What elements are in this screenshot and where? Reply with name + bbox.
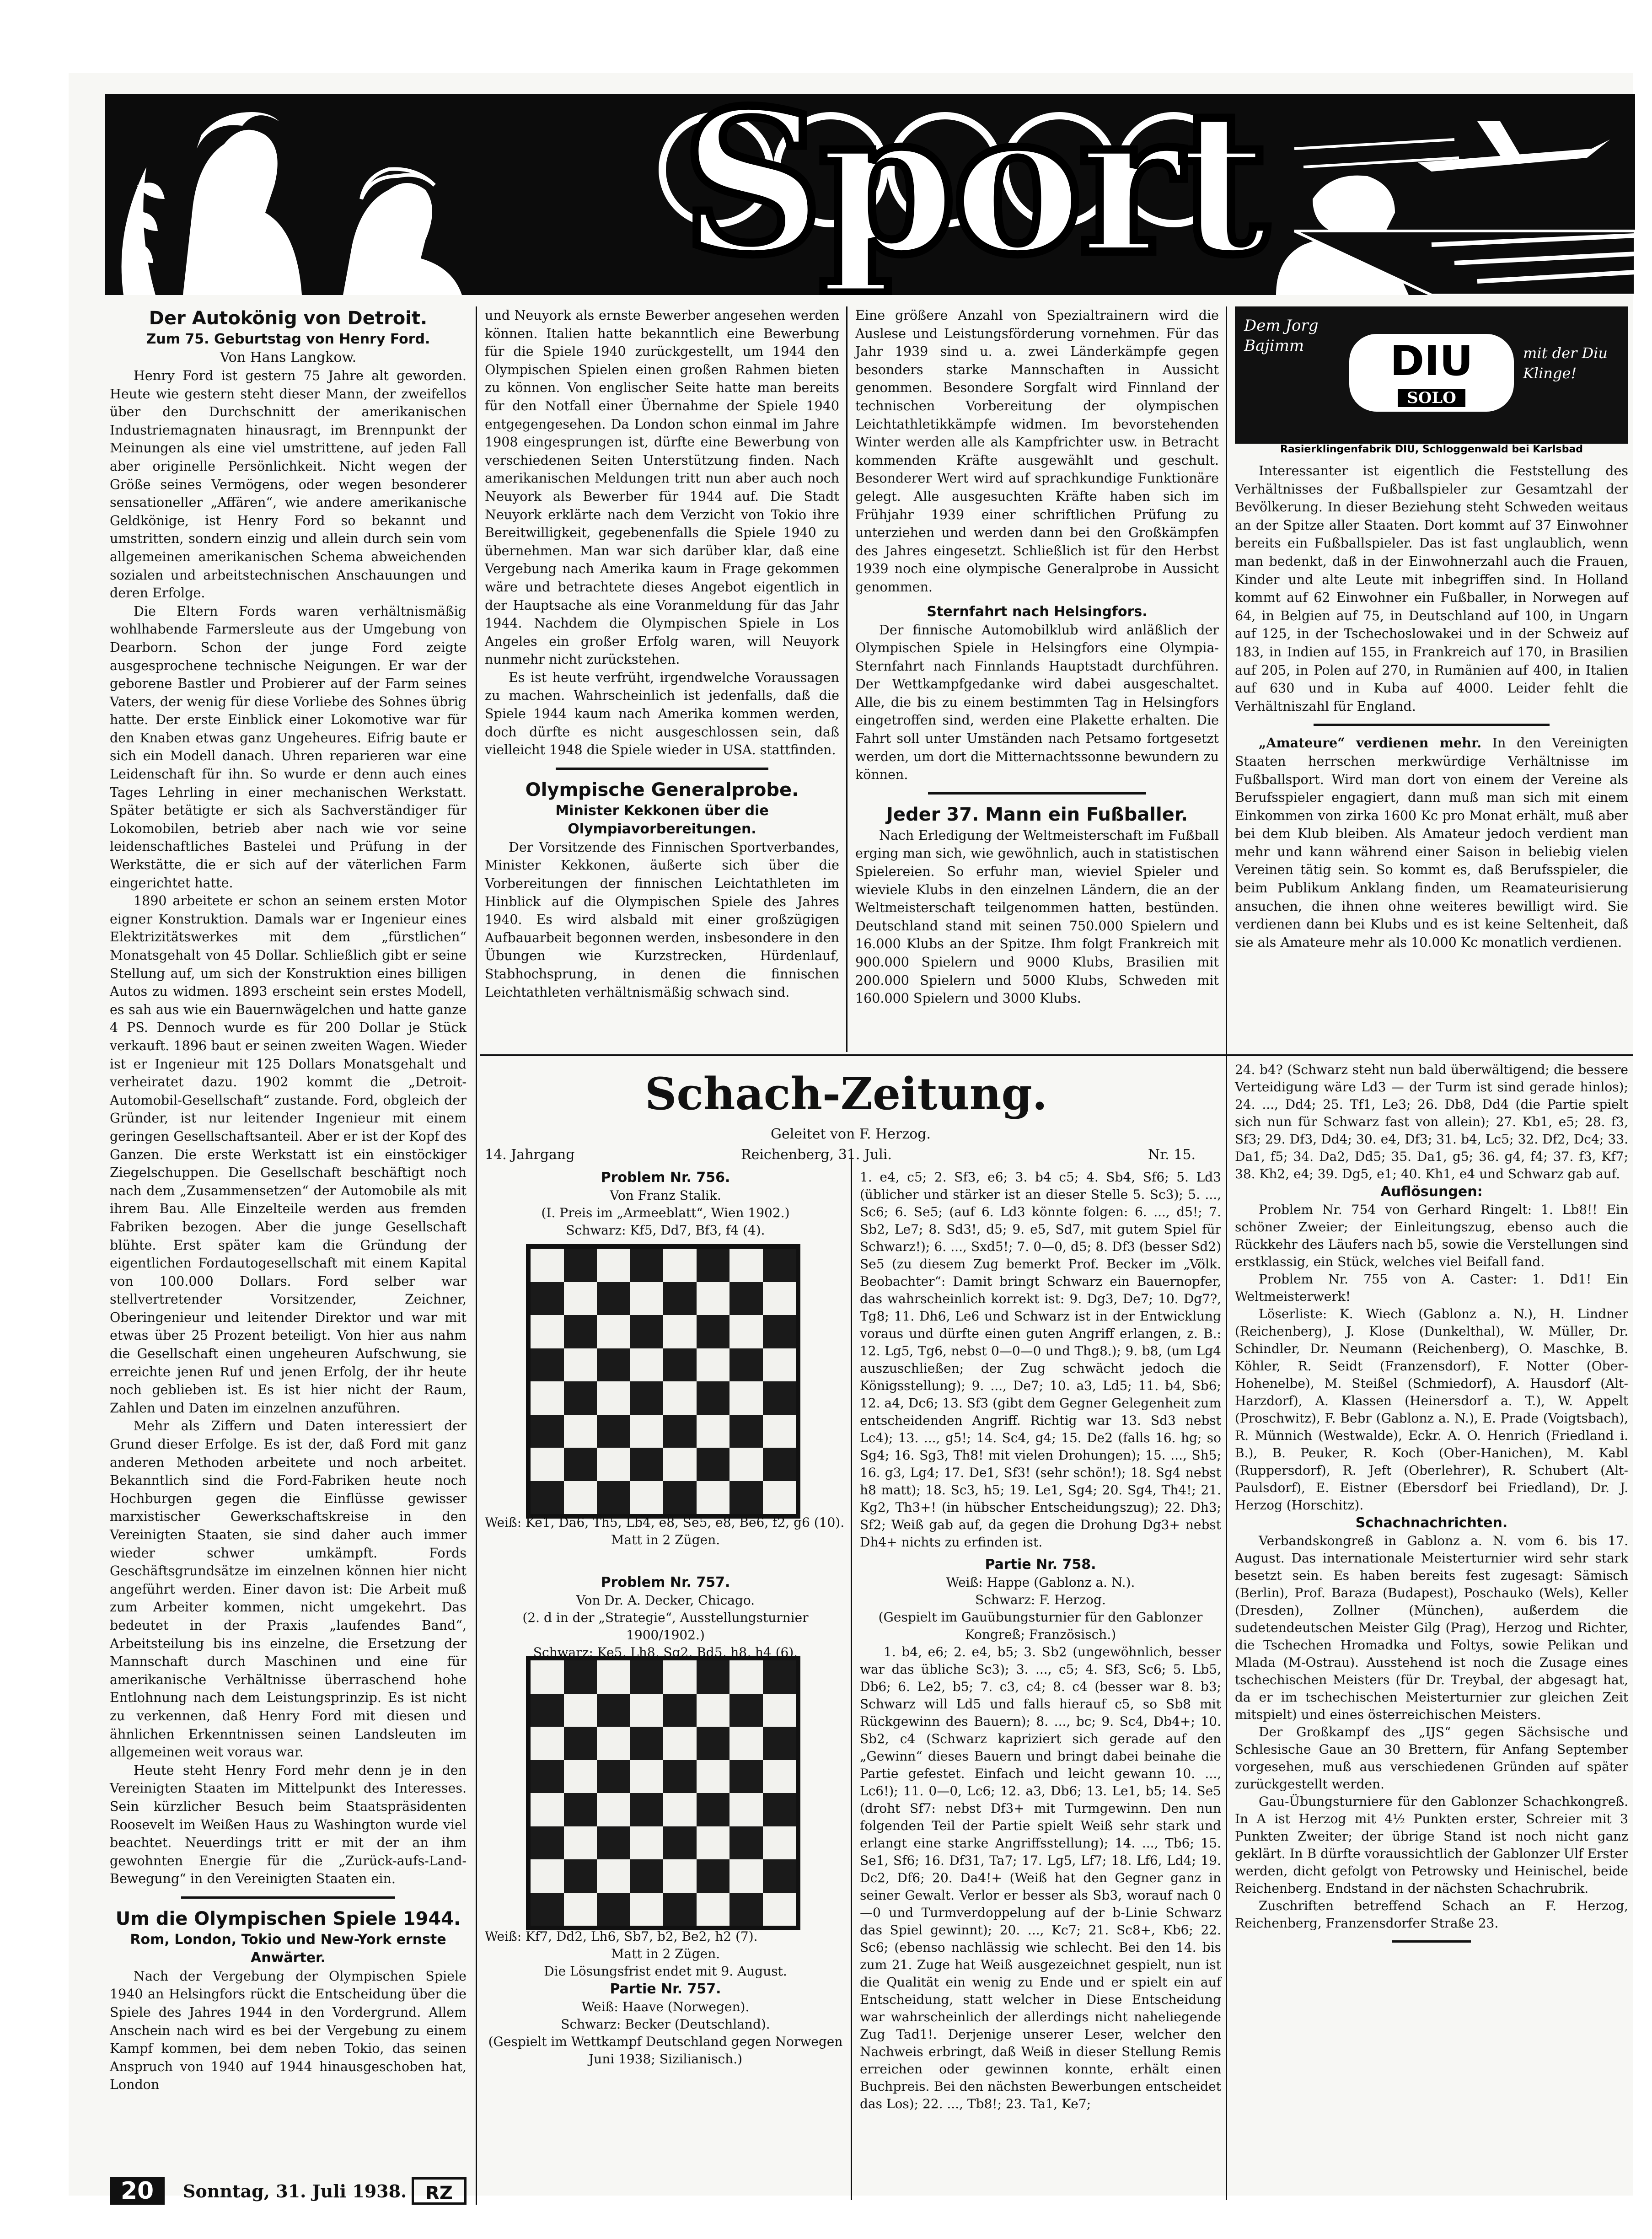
board-square bbox=[630, 1694, 664, 1727]
schach-place-date: Reichenberg, 31. Juli. bbox=[741, 1147, 892, 1163]
board-square bbox=[697, 1727, 730, 1760]
board-square bbox=[663, 1348, 697, 1382]
schach-year: 14. Jahrgang bbox=[485, 1147, 575, 1163]
board-square bbox=[531, 1348, 564, 1382]
board-square bbox=[564, 1694, 597, 1727]
ad-brand: DIU bbox=[1390, 337, 1473, 385]
news-zuschriften: Zuschriften betreffend Schach an F. Herzog, Reichenberg, Franzensdorfer Straße 23. bbox=[1235, 1898, 1628, 1931]
board-square bbox=[597, 1760, 630, 1793]
board-square bbox=[597, 1381, 630, 1415]
board-square bbox=[697, 1448, 730, 1481]
board-square bbox=[531, 1694, 564, 1727]
board-square bbox=[597, 1448, 630, 1481]
partie-note: (Gespielt im Gauübungsturnier für den Gablonzer Kongreß; Französisch.) bbox=[878, 1610, 1203, 1642]
board-square bbox=[564, 1481, 597, 1514]
column-rule bbox=[1226, 306, 1227, 1052]
board-square bbox=[630, 1481, 664, 1514]
board-square bbox=[663, 1826, 697, 1860]
board-square bbox=[531, 1760, 564, 1793]
board-square bbox=[697, 1481, 730, 1514]
olympia44-paragraph: und Neuyork als ernste Bewerber angesehen werden können. Italien hatte bekanntlich eine Bewerbung für die Spiele 1940 zurückgestellt, um 1944 den Olympischen Spielen einen großen Rahmen bieten zu können. Von englischer Seite hatte man bereits für den Notfall einer Übernahme der Spiele 1940 entgegengesehen. Da London schon einmal im Jahre 1908 eingesprungen ist, dürfte eine Bewerbung von verschiedenen Seiten Unterstützung finden. Nach amerikanischen Meldungen tritt nun aber auch noch Neuyork als Bewerber für 1944 auf. Die Stadt Neuyork erklärte nach dem Verzicht von Tokio ihre Bereitwilligkeit, gegebenenfalls die Spiele 1940 zu übernehmen. Man war sich darüber klar, daß eine Vergebung nach Amerika kaum in Frage gekommen wäre und betrachtete dieses Angebot eigentlich in der Hauptsache als eine Voranmeldung für das Jahr 1944. Nachdem die Olympischen Spiele in Los Angeles ein großer Erfolg waren, will Neuyork nunmehr nicht zurückstehen. bbox=[485, 308, 839, 667]
article-divider bbox=[181, 1896, 395, 1899]
ford-paragraph: Die Eltern Fords waren verhältnismäßig wohlhabende Farmersleute aus der Umgebung von Dearborn. Schon der junge Ford zeigte ausgesprochene technische Neigungen. Er war der geborene Bastler und Probierer auf der Farm seines Vaters, der wenig für diese Vorliebe des Sohnes übrig hatte. Der erste Einblick einer Lokomotive war für den Knaben etwas ganz Ungeheures. Eifrig baute er sich ein Modell danach. Uhren reparieren war eine Leidenschaft für ihn. So wurde er denn auch eines Tages Lehrling in einer mechanischen Werkstatt. Später betätigte er sich als Sachverständiger für Lokomobilen, betrieb aber nach wie vor seine leidenschaftliches Bastelei und Prüfung in der Werkstätte, die er sich auf der väterlichen Farm eingerichtet hatte. bbox=[110, 603, 467, 891]
board-square bbox=[729, 1381, 763, 1415]
board-square bbox=[564, 1415, 597, 1448]
board-square bbox=[564, 1448, 597, 1481]
board-square bbox=[597, 1249, 630, 1282]
board-square bbox=[663, 1859, 697, 1893]
problem-white: Weiß: Ke1, Da6, Th5, Lb4, e8, Se5, e8, Be6, f2, g6 (10). bbox=[485, 1515, 845, 1530]
board-square bbox=[763, 1727, 796, 1760]
board-square bbox=[763, 1859, 796, 1893]
banner-title: Sport bbox=[681, 94, 1264, 295]
board-square bbox=[729, 1727, 763, 1760]
board-square bbox=[697, 1381, 730, 1415]
board-square bbox=[729, 1760, 763, 1793]
problem-deadline: Die Lösungsfrist endet mit 9. August. bbox=[544, 1964, 787, 1979]
schach-column-4 bbox=[1235, 1061, 1628, 1951]
board-square bbox=[564, 1249, 597, 1282]
board-square bbox=[697, 1348, 730, 1382]
board-square bbox=[729, 1348, 763, 1382]
partie-note: (Gespielt im Wettkampf Deutschland gegen Norwegen Juni 1938; Sizilianisch.) bbox=[488, 2034, 843, 2067]
board-square bbox=[630, 1448, 664, 1481]
problem-757 bbox=[485, 1573, 846, 1661]
schach-title: Schach-Zeitung. bbox=[645, 1068, 1047, 1120]
board-square bbox=[531, 1893, 564, 1926]
board-square bbox=[697, 1315, 730, 1348]
board-square bbox=[663, 1315, 697, 1348]
board-square bbox=[597, 1481, 630, 1514]
loesung-755: Problem Nr. 755 von A. Caster: 1. Dd1! Ein Weltmeisterwerk! bbox=[1235, 1272, 1628, 1304]
board-square bbox=[763, 1348, 796, 1382]
board-square bbox=[630, 1315, 664, 1348]
board-square bbox=[763, 1315, 796, 1348]
fussballer-headline: Jeder 37. Mann ein Fußballer. bbox=[886, 804, 1188, 825]
partie-white: Weiß: Haave (Norwegen). bbox=[581, 1999, 750, 2014]
ford-article bbox=[110, 306, 467, 2094]
board-square bbox=[531, 1727, 564, 1760]
board-square bbox=[763, 1793, 796, 1826]
problem-757-white bbox=[485, 1928, 846, 2068]
board-square bbox=[663, 1448, 697, 1481]
board-square bbox=[663, 1481, 697, 1514]
amateure-paragraph: In den Vereinigten Staaten herrschen merkwürdige Verhältnisse im Fußballsport. Wird man dort von einem der Vereine als Berufsspieler engagiert, dann muß man sich mit einem Einkommen von zirka 1600 Kc pro Monat erhält, muß aber bei dem Klub bleiben. Als Amateur jedoch verdient man mehr und kann während einer Saison in beliebig vielen Vereinen tätig sein. So kommt es, daß Berufsspieler, die beim Publikum Anklang finden, um Reamateurisierung ansuchen, die ihnen ohne weiteres bewilligt wird. Sie verdienen dann bei Klubs und es ist keine Seltenheit, daß sie als Amateure mehr als 10.000 Kc monatlich verdienen. bbox=[1235, 736, 1628, 950]
ford-paragraph: Heute steht Henry Ford mehr denn je in den Vereinigten Staaten im Mittelpunkt des Interesses. Sein kürzlicher Besuch beim Staatspräsidenten Roosevelt im Weißen Haus zu Washington wurde viel beachtet. Neuerdings tritt er mit der an ihm gewohnten Energie für die „Zurück-aufs-Land-Bewegung“ in den Vereinigten Staaten ein. bbox=[110, 1762, 467, 1887]
board-square bbox=[663, 1694, 697, 1727]
partie-moves: 1. e4, c5; 2. Sf3, e6; 3. b4 c5; 4. Sb4, Sf6; 5. Ld3 (üblicher und stärker ist an dieser Stelle 5. Sc3); 5. ..., Sc6; 6. Se5; (auf 6. Ld3 könnte folgen: 6. ..., d5!; 7. Sb2, Le7; 8. Sd3!, d5; 9. e5, Sd7, mit gutem Spiel für Schwarz!); 6. ..., Sxd5!; 7. 0—0, d5; 8. Df3 (besser Sd2) Se5 (zu diesem Zug bemerkt Prof. Becker im „Völk. Beobachter“: Damit bringt Schwarz ein Bauernopfer, das wahrscheinlich korrekt ist: 9. Dg3, De7; 10. Dg7?, Tg8; 11. Dh6, Le6 und Schwarz ist in der Entwicklung voraus und dürfte einen guten Angriff erlangen, z. B.: 12. Lg5, Tg6, nebst 0—0—0 und Thg8.); 9. b8, (um Lg4 auszuschließen; der Zug schwächt jedoch die Königsstellung); 9. ..., De7; 10. a3, Ld5; 11. b4, Sb6; 12. a4, Dc6; 13. Sf3 (gibt dem Gegner Gelegenheit zum entscheidenden Angriff. Richtig war 13. Sd3 nebst Lc4); 13. ..., g5!; 14. Sc4, g4; 15. De2 (falls 16. hg; so Sg4; 16. Sg3, Th8! mit vielen Drohungen); 15. ..., Sh5; 16. g3, Lg4; 17. De1, Sf3! (sehr schön!); 18. Sg4 nebst h8 matt); 18. Sc3, h5; 19. Le1, Sg4; 20. Sg4, Th4!; 21. Kg2, Th3+! (in hübscher Entscheidungszug); 22. Dh3; Sf2; Weiß gab auf, da gegen die Drohung Dg3+ nebst Dh4+ nichts zu erfinden ist. bbox=[860, 1170, 1221, 1550]
board-square bbox=[763, 1760, 796, 1793]
loesungen-title: Auflösungen: bbox=[1380, 1184, 1483, 1200]
board-square bbox=[564, 1348, 597, 1382]
board-square bbox=[564, 1660, 597, 1694]
schach-issue: Nr. 15. bbox=[1148, 1147, 1196, 1163]
news-uebungsturniere: Gau-Übungsturniere für den Gablonzer Schachkongreß. In A ist Herzog mit 4½ Punkten erster, Schreier mit 3 Punkten Zweiter; der übrige Stand ist noch nicht ganz geklärt. In B dürfte voraussichtlich der Gablonzer Ulf Erster werden, dicht gefolgt von Petrowsky und Heinischel, beide Reichenberg. Endstand in der nächsten Schachrubrik. bbox=[1235, 1794, 1628, 1896]
board-square bbox=[531, 1481, 564, 1514]
problem-white: Weiß: Kf7, Dd2, Lh6, Sb7, b2, Be2, h2 (7). bbox=[485, 1929, 758, 1944]
ford-subhead: Zum 75. Geburtstag von Henry Ford. bbox=[146, 331, 430, 347]
ford-byline: Von Hans Langkow. bbox=[220, 349, 357, 365]
partie-757-moves bbox=[860, 1169, 1221, 2113]
column-rule bbox=[476, 306, 477, 2205]
column-rule bbox=[851, 1153, 852, 2200]
news-verbandskongress: Verbandskongreß in Gablonz a. N. vom 6. bis 17. August. Das internationale Meisterturnier wird sehr stark besetzt sein. Es haben bereits fest zugesagt: Sämisch (Berlin), Prof. Baraza (Budapest), Poschauko (Wels), Keller (Dresden), Zollner (München), außerdem die sudetendeutschen Meister Gilg (Prag), Herzog und Richter, die Tschechen Hromadka und Foltys, sowie Pelikan und Mlada (M-Ostrau). Ausstehend ist noch die Zusage eines tschechischen Meisters (für Dr. Treybal, der abgesagt hat, da er im tschechischen Meisterturnier zur gleichen Zeit mitspielt) und eines österreichischen Meisters. bbox=[1235, 1533, 1628, 1722]
board-square bbox=[729, 1859, 763, 1893]
schach-editor: Geleitet von F. Herzog. bbox=[770, 1126, 931, 1142]
board-square bbox=[729, 1282, 763, 1315]
column-4 bbox=[1235, 462, 1628, 951]
board-square bbox=[531, 1859, 564, 1893]
board-square bbox=[630, 1282, 664, 1315]
partie-moves-cont: 24. b4? (Schwarz steht nun bald überwältigend; die bessere Verteidigung wäre Ld3 — der Turm ist sind gerade hinlos); 24. ..., Dd4; 25. Tf1, Le3; 26. Db8, Dd4 (die Partie spielt sich nun für Schwarz fast von allein); 27. Kb1, e5; 28. f3, Sf3; 29. Df3, Dd4; 30. e4, Df3; 31. b4, Lc5; 32. Df2, Dc4; 33. Da1, f5; 34. Da2, Dd5; 35. Da1, g5; 36. g4, f4; 37. f3, Kf7; 38. Kh2, e4; 39. Dg5, e1; 40. Kh1, e4 und Schwarz gab auf. bbox=[1235, 1062, 1628, 1181]
board-square bbox=[564, 1859, 597, 1893]
ford-paragraph: Henry Ford ist gestern 75 Jahre alt geworden. Heute wie gestern steht dieser Mann, der zweifellos über den Durchschnitt der amerikanischen Industriemagnaten hinausragt, im Brennpunkt der Meinungen als eine viel umstrittene, auf jeden Fall aber originelle Persönlichkeit. Nicht wegen der Größe seines Vermögens, oder wegen besonderer sensationeller „Affären“, wie andere amerikanische Geldkönige, ist Henry Ford so bekannt und umstritten, sondern einzig und allein durch sein vom allgemeinen amerikanischen Schema abweichenden sozialen und arbeitstechnischen Anschauungen und deren Erfolge. bbox=[110, 368, 467, 601]
board-square bbox=[630, 1826, 664, 1860]
problem-black: Schwarz: Kf5, Dd7, Bf3, f4 (4). bbox=[566, 1223, 765, 1238]
board-square bbox=[531, 1315, 564, 1348]
problem-title: Problem Nr. 757. bbox=[601, 1574, 730, 1590]
article-divider bbox=[556, 768, 768, 770]
board-square bbox=[597, 1348, 630, 1382]
board-square bbox=[729, 1415, 763, 1448]
board-square bbox=[630, 1660, 664, 1694]
end-rule bbox=[1392, 1940, 1471, 1943]
board-square bbox=[564, 1826, 597, 1860]
olympia44-paragraph: Nach der Vergebung der Olympischen Spiele 1940 an Helsingfors rückt die Entscheidung über die Spiele des Jahres 1944 in den Vordergrund. Allem Anschein nach wird es bei der Vergebung zu einem Kampf kommen, bei dem neben Tokio, das seinen Anspruch von 1940 auf 1944 hinausgeschoben hat, London bbox=[110, 1968, 467, 2093]
column-rule bbox=[846, 306, 847, 1052]
loeserliste: Löserliste: K. Wiech (Gablonz a. N.), H. Lindner (Reichenberg), J. Klose (Dunkelthal), W. Müller, Dr. Schindler, Dr. Neumann (Reichenberg), O. Maschke, B. Köhler, R. Seidt (Franzensdorf), F. Notter (Ober-Hohenelbe), M. Steißel (Schmiedorf), A. Hausdorf (Alt-Harzdorf), A. Klassen (Heinersdorf a. T.), W. Appelt (Proschwitz), F. Bebr (Gablonz a. N.), E. Prade (Voigtsbach), R. Münnich (Westwalde), Eckr. A. O. Henrich (Friedland i. B.), B. Peuker, R. Koch (Ober-Hanichen), M. Kabl (Ruppersdorf), R. Jeft (Oberlehrer), R. Schubert (Alt-Paulsdorf), E. Eistner (Ebersdorf bei Friedland), Dr. J. Herzog (Horschitz). bbox=[1235, 1306, 1628, 1513]
board-square bbox=[663, 1415, 697, 1448]
problem-source: (I. Preis im „Armeeblatt“, Wien 1902.) bbox=[541, 1205, 790, 1220]
board-square bbox=[729, 1694, 763, 1727]
board-square bbox=[729, 1826, 763, 1860]
board-square bbox=[630, 1381, 664, 1415]
footer-date: Sonntag, 31. Juli 1938. bbox=[183, 2181, 407, 2201]
section-rule bbox=[480, 1054, 1633, 1056]
chessboard-756 bbox=[526, 1244, 800, 1519]
page-number: 20 bbox=[110, 2177, 165, 2205]
board-square bbox=[697, 1694, 730, 1727]
board-square bbox=[729, 1660, 763, 1694]
board-square bbox=[597, 1826, 630, 1860]
problem-author: Von Dr. A. Decker, Chicago. bbox=[576, 1593, 755, 1608]
board-square bbox=[630, 1249, 664, 1282]
article-divider bbox=[928, 792, 1146, 795]
board-square bbox=[763, 1660, 796, 1694]
problem-title: Problem Nr. 756. bbox=[601, 1170, 730, 1186]
ford-headline: Der Autokönig von Detroit. bbox=[149, 308, 428, 329]
olympia44-paragraph: Es ist heute verfrüht, irgendwelche Voraussagen zu machen. Wahrscheinlich ist jedenfalls, daß die Spiele 1944 kaum nach Amerika kommen werden, doch dürfte es nicht ausgeschlossen sein, daß vielleicht 1948 die Spiele wieder in USA. stattfinden. bbox=[485, 670, 839, 758]
board-square bbox=[697, 1793, 730, 1826]
board-square bbox=[763, 1481, 796, 1514]
problem-goal: Matt in 2 Zügen. bbox=[611, 1532, 720, 1547]
problem-goal: Matt in 2 Zügen. bbox=[611, 1946, 720, 1961]
ad-caption: Rasierklingenfabrik DIU, Schloggenwald bei Karlsbad bbox=[1235, 444, 1628, 455]
board-square bbox=[630, 1760, 664, 1793]
article-divider bbox=[1314, 724, 1550, 726]
board-square bbox=[630, 1727, 664, 1760]
board-square bbox=[597, 1727, 630, 1760]
ford-paragraph: Mehr als Ziffern und Daten interessiert der Grund dieser Erfolge. Es ist der, daß Ford mit ganz anderen Methoden arbeitete und noch arbeitet. Bekanntlich sind die Ford-Fabriken heute noch Hochburgen gegen die Einflüsse gewisser marxistischer Gewerkschaftskreise in den Vereinigten Staaten, sie sind daher auch immer wieder schwer umkämpft. Fords Geschäftsgrundsätze im einzelnen können hier nicht angeführt werden. Einer davon ist: Die Arbeit muß zum Arbeiter kommen, nicht umgekehrt. Das bedeutet in der Praxis „laufendes Band“, Arbeitsteilung bis ins einzelne, die Ersetzung der Mannschaft durch Maschinen und eine für amerikanische Verhältnisse überraschend hohe Entlohnung nach dem Leistungsprinzip. Es ist nicht zu verkennen, daß Henry Ford mit diesen und ähnlichen Erkenntnissen seinen Landsleuten im allgemeinen weit voraus war. bbox=[110, 1418, 467, 1760]
board-square bbox=[531, 1282, 564, 1315]
board-square bbox=[697, 1859, 730, 1893]
board-square bbox=[697, 1249, 730, 1282]
board-square bbox=[564, 1727, 597, 1760]
board-square bbox=[663, 1249, 697, 1282]
problem-756 bbox=[485, 1169, 846, 1239]
partie-black: Schwarz: F. Herzog. bbox=[975, 1592, 1106, 1607]
board-square bbox=[729, 1249, 763, 1282]
column-rule bbox=[1226, 1052, 1227, 2200]
problem-756-white bbox=[485, 1514, 846, 1549]
news-grosskampf: Der Großkampf des „IJS“ gegen Sächsische und Schlesische Gaue an 30 Brettern, für Anfang September vorgesehen, muß aus verschiedenen Gründen auf später zurückgestellt werden. bbox=[1235, 1724, 1628, 1792]
sternfahrt-paragraph: Der finnische Automobilklub wird anläßlich der Olympischen Spiele in Helsingfors eine Olympia-Sternfahrt nach Finnlands Hauptstadt durchführen. Der Wettkampfgedanke wird dabei ausgeschaltet. Alle, die bis zu einem bestimmten Tag in Helsingfors eingetroffen sind, werden eine Plakette erhalten. Die Fahrt soll unter Umständen nach Petsamo fortgesetzt werden, um dort die Mitternachtssonne bewundern zu können. bbox=[855, 622, 1219, 783]
board-square bbox=[697, 1660, 730, 1694]
generalprobe-paragraph: Eine größere Anzahl von Spezialtrainern wird die Auslese und Leistungsförderung vornehmen. Für das Jahr 1939 sind u. a. zwei Länderkämpfe gegen besonders starke Mannschaften in Aussicht genommen. Besondere Sorgfalt wird Finnland der technischen Vorbereitung der olympischen Leichtathletikkämpfe widmen. Im bevorstehenden Winter werden alle als Kampfrichter usw. in Betracht kommenden Kräfte ausgewählt und geschult. Besonderer Wert wird auf sprachkundige Funktionäre gelegt. Alle ausgesuchten Kräfte haben sich im Frühjahr 1939 einer schriftlichen Prüfung zu unterziehen und werden dann bei den Großkämpfen des Jahres eingesetzt. Schließlich ist für den Herbst 1939 noch eine olympische Generalprobe in Aussicht genommen. bbox=[855, 308, 1219, 595]
board-square bbox=[597, 1415, 630, 1448]
loesungen-text: Problem Nr. 754 von Gerhard Ringelt: 1. Lb8!! Ein schöner Zweier; der Einleitungszug, ebenso auch die Rückkehr des Läufers nach b5, sowie die Verstellungen sind erstklassig, ein Stück, welches viel Beifall fand. bbox=[1235, 1202, 1628, 1269]
footer-logo: RZ bbox=[412, 2177, 467, 2205]
problem-source: (2. d in der „Strategie“, Ausstellungsturnier 1900/1902.) bbox=[522, 1610, 809, 1643]
board-square bbox=[531, 1793, 564, 1826]
board-square bbox=[663, 1760, 697, 1793]
board-square bbox=[729, 1448, 763, 1481]
board-square bbox=[597, 1694, 630, 1727]
board-square bbox=[763, 1249, 796, 1282]
generalprobe-subhead: Minister Kekkonen über die Olympiavorbereitungen. bbox=[555, 802, 769, 837]
board-square bbox=[630, 1859, 664, 1893]
fussballer-paragraph: Nach Erledigung der Weltmeisterschaft im Fußball erging man sich, wie gewöhnlich, auch in statistischen Spielereien. So erfuhr man, wieviel Spieler und wieviele Klubs in den einzelnen Ländern, die an der Weltmeisterschaft teilgenommen hatten, bestünden. Deutschland stand mit seinen 750.000 Spielern und 16.000 Klubs an der Spitze. Ihm folgt Frankreich mit 900.000 Spielern und 9000 Klubs, Brasilien mit 200.000 Spielern und 5000 Klubs, Schweden mit 160.000 Spielern und 3000 Klubs. bbox=[855, 827, 1219, 1006]
razor-blade-icon bbox=[1349, 334, 1514, 412]
board-square bbox=[729, 1893, 763, 1926]
partie-moves: 1. b4, e6; 2. e4, b5; 3. Sb2 (ungewöhnlich, besser war das übliche Sc3); 3. ..., c5; 4. Sf3, Sc6; 5. Lb5, Db6; 6. Le2, b5; 7. c3, c4; 8. c4 (besser war 8. b3; Schwarz will Ld5 und falls hierauf c5, so Sb8 mit Rückgewinn des Bauern); 8. ..., bc; 9. Sc4, Db4+; 10. Sb2, c4 (Schwarz kapriziert sich gerade auf den „Gewinn“ dieses Bauern und bringt dabei beinahe die Partie gefestet. Einfach und leicht gewann 10. ..., Lc6!); 11. 0—0, Lc6; 12. a3, Db6; 13. Le1, b5; 14. Se5 (droht Sf7: nebst Df3+ mit Turmgewinn. Den nun folgenden Teil der Partie spielt Weiß sehr stark und erlangt eine starke Angriffsstellung); 14. ..., Tb6; 15. Se1, Sf6; 16. Df31, Ta7; 17. Lg5, Lf7; 18. Lf6, Ld4; 19. Dc2, Df6; 20. Da4!+ (Weiß hat den Gegner ganz in seiner Gewalt. Verlor er besser als Sb3, worauf nach 0—0 und Turmverdoppelung auf der b-Linie Schwarz das Spiel gewinnt); 20. ..., Kc7; 21. Sc8+, Kb6; 22. Sc6; (ebenso nachlässig wie schlecht. Bei den 14. bis zum 21. Zuge hat Weiß ausgezeichnet gespielt, nun ist die Qualität ein wenig zu Ende und er spielt ein auf Entscheidung, statt welcher in Diese Entscheidung war wahrscheinlich der allerdings nicht naheliegende Zug Tad1!. Derjenige unserer Leser, welcher den Nachweis erbringt, daß Weiß in dieser Stellung Remis erreichen oder gewinnen konnte, erhält einen Buchpreis. Bei den nächsten Bewerbungen entscheidet das Los); 22. ..., Tb8!; 23. Ta1, Ke7; bbox=[860, 1644, 1221, 2111]
board-square bbox=[531, 1448, 564, 1481]
amateure-lead: „Amateure“ verdienen mehr. bbox=[1259, 735, 1482, 751]
partie-title: Partie Nr. 758. bbox=[985, 1557, 1096, 1573]
board-square bbox=[564, 1315, 597, 1348]
partie-black: Schwarz: Becker (Deutschland). bbox=[561, 2017, 770, 2032]
ad-script: Dem Jorg Bajimm bbox=[1244, 317, 1319, 355]
board-square bbox=[597, 1282, 630, 1315]
board-square bbox=[597, 1859, 630, 1893]
generalprobe-paragraph: Der Vorsitzende des Finnischen Sportverbandes, Minister Kekkonen, äußerte sich über die Vorbereitungen der finnischen Leichtathleten im Hinblick auf die Olympischen Spiele des Jahres 1940. Es wird alsbald mit einer großzügigen Aufbauarbeit begonnen werden, insbesondere in den Übungen wie Kurzstrecken, Hürdenlauf, Stabhochsprung, in denen die finnischen Leichtathleten verhältnismäßig schwach sind. bbox=[485, 839, 839, 1000]
board-square bbox=[597, 1893, 630, 1926]
board-square bbox=[763, 1893, 796, 1926]
board-square bbox=[531, 1826, 564, 1860]
board-square bbox=[531, 1249, 564, 1282]
board-square bbox=[663, 1660, 697, 1694]
board-square bbox=[763, 1826, 796, 1860]
board-square bbox=[531, 1660, 564, 1694]
column-3 bbox=[855, 306, 1219, 1008]
chessboard-757 bbox=[526, 1656, 800, 1930]
board-square bbox=[763, 1448, 796, 1481]
board-square bbox=[663, 1793, 697, 1826]
board-square bbox=[630, 1348, 664, 1382]
partie-title: Partie Nr. 757. bbox=[610, 1981, 721, 1997]
board-square bbox=[763, 1694, 796, 1727]
ford-paragraph: 1890 arbeitete er schon an seinem ersten Motor eigner Konstruktion. Damals war er Ingenieur eines Elektrizitätswerkes mit dem „fürstlichen“ Monatsgehalt von 45 Dollar. Schließlich gibt er seine Stellung auf, um sich der Konstruktion eines billigen Autos zu widmen. 1893 erscheint sein erstes Modell, es sah aus wie ein Bauernwägelchen und hatte ganze 4 PS. Dennoch wurde es für 200 Dollar je Stück verkauft. 1896 baut er seinen zweiten Wagen. Wieder ist er Ingenieur mit 125 Dollars Monatsgehalt und verheiratet dazu. 1902 kommt die „Detroit-Automobil-Gesellschaft“ zustande. Ford, obgleich der Gründer, ist nur leitender Ingenieur mit einem geringen Gesellschaftsanteil. Aber er ist der Kopf des Ganzen. Die erste Werkstatt ist ein einstöckiger Ziegelschuppen. Die Gesellschaft beschäftigt noch nach dem „Zusammensetzen“ der Automobile als mit ihrem Bau. Alle Einzelteile werden aus fremden Fabriken bezogen. Aber die junge Gesellschaft blühte. Erst später kam die Gründung der eigentlichen Fordautogesellschaft mit einem Kapital von 100.000 Dollars. Ford selber war stellvertretender Vorsitzender, Zeichner, Oberingenieur und leitender Direktor und war mit etwas über 25 Prozent beteiligt. Von hier aus nahm die Gesellschaft einen ungeheuren Aufschwung, sie erreichte jenen Ruf und jenen Erfolg, der ihr heute noch geblieben ist. Es ist hier nicht der Raum, Zahlen und Daten im einzelnen anzuführen. bbox=[110, 893, 467, 1416]
problem-author: Von Franz Stalik. bbox=[610, 1188, 721, 1203]
board-square bbox=[564, 1381, 597, 1415]
diu-advertisement bbox=[1235, 306, 1628, 455]
board-square bbox=[763, 1282, 796, 1315]
fussball-paragraph: Interessanter ist eigentlich die Feststellung des Verhältnisses der Fußballspieler zur Gesamtzahl der Bevölkerung. In dieser Beziehung steht Schweden weitaus an der Spitze aller Staaten. Dort kommt auf 37 Einwohner bereits ein Fußballspieler. Das ist fast unglaublich, wenn man bedenkt, daß in der Einwohnerzahl auch die Frauen, Kinder und alte Leute mit inbegriffen sind. In Holland kommt auf 62 Einwohner ein Fußballer, in Norwegen auf 64, in Belgien auf 75, in Deutschland auf 100, in Ungarn auf 125, in der Tschechoslowakei und in der Schweiz auf 183, in Indien auf 155, in Frankreich auf 170, in Brasilien auf 205, in Polen auf 270, in Rumänien auf 400, in Italien auf 630 und in Kuba auf 4000. Leider fehlt die Verhältniszahl für England. bbox=[1235, 463, 1628, 714]
schachnachrichten-title: Schachnachrichten. bbox=[1355, 1515, 1508, 1531]
board-square bbox=[697, 1826, 730, 1860]
generalprobe-headline: Olympische Generalprobe. bbox=[525, 779, 799, 800]
sternfahrt-headline: Sternfahrt nach Helsingfors. bbox=[927, 603, 1148, 620]
board-square bbox=[630, 1793, 664, 1826]
board-square bbox=[729, 1793, 763, 1826]
board-square bbox=[531, 1381, 564, 1415]
board-square bbox=[763, 1381, 796, 1415]
ad-sub: SOLO bbox=[1398, 389, 1465, 407]
board-square bbox=[697, 1282, 730, 1315]
board-square bbox=[663, 1381, 697, 1415]
problem-black: Schwarz: Ke5, Lh8, Sg2, Bd5, h8, h4 (6). bbox=[533, 1645, 798, 1660]
board-square bbox=[729, 1481, 763, 1514]
olympia44-subhead: Rom, London, Tokio und New-York ernste Anwärter. bbox=[130, 1931, 446, 1966]
board-square bbox=[564, 1760, 597, 1793]
board-square bbox=[763, 1415, 796, 1448]
board-square bbox=[564, 1282, 597, 1315]
partie-white: Weiß: Happe (Gablonz a. N.). bbox=[946, 1575, 1135, 1590]
board-square bbox=[597, 1315, 630, 1348]
board-square bbox=[663, 1282, 697, 1315]
board-square bbox=[663, 1893, 697, 1926]
board-square bbox=[630, 1415, 664, 1448]
ad-script: mit der Diu Klinge! bbox=[1523, 344, 1608, 382]
board-square bbox=[531, 1415, 564, 1448]
board-square bbox=[663, 1727, 697, 1760]
board-square bbox=[564, 1893, 597, 1926]
board-square bbox=[697, 1893, 730, 1926]
sport-banner bbox=[105, 94, 1635, 295]
column-2 bbox=[485, 306, 839, 1001]
board-square bbox=[564, 1793, 597, 1826]
board-square bbox=[697, 1760, 730, 1793]
board-square bbox=[597, 1660, 630, 1694]
board-square bbox=[697, 1415, 730, 1448]
board-square bbox=[597, 1793, 630, 1826]
board-square bbox=[630, 1893, 664, 1926]
board-square bbox=[729, 1315, 763, 1348]
olympia44-headline: Um die Olympischen Spiele 1944. bbox=[115, 1908, 461, 1929]
